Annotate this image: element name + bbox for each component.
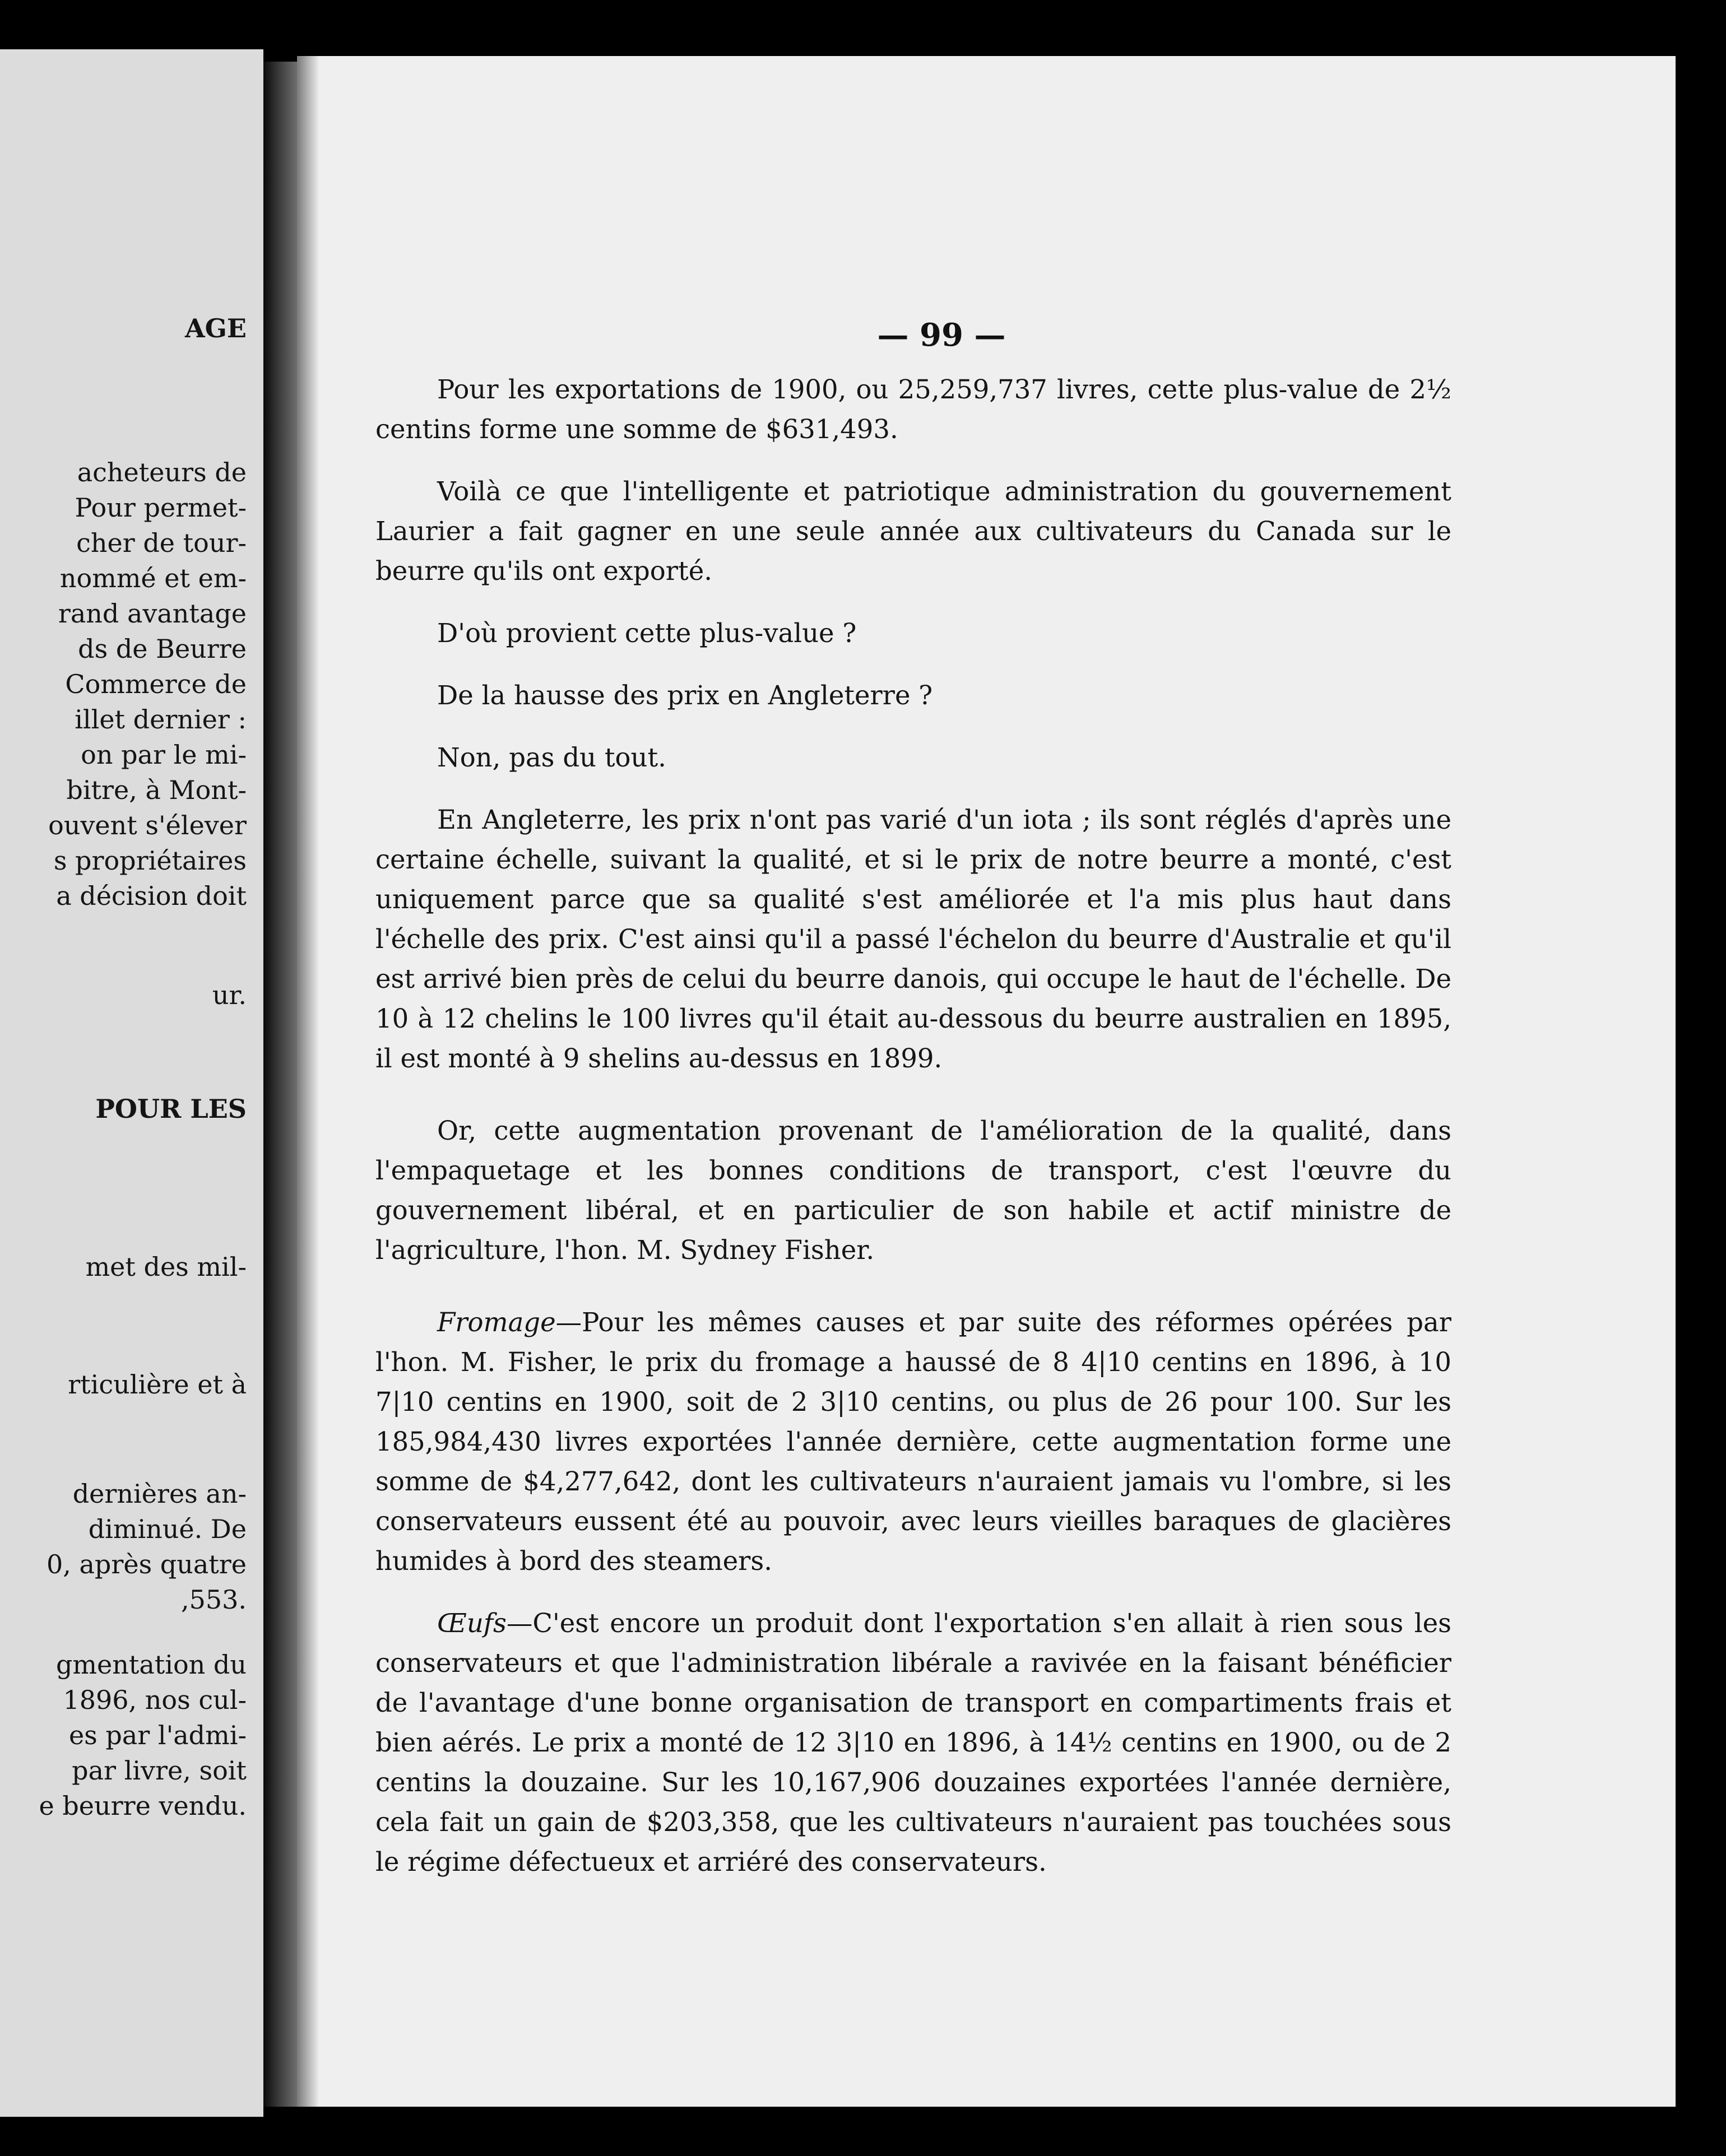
left-fragment: ,553.	[180, 1585, 247, 1615]
paragraph	[375, 1604, 1451, 1882]
left-fragment: ur.	[212, 980, 247, 1010]
left-fragment: acheteurs de	[77, 457, 247, 487]
paragraph: En Angleterre, les prix n'ont pas varié d'un iota ; ils sont réglés d'après une certaine échelle, suivant la qualité, et si le prix de notre beurre a monté, c'est uniquement parce que sa qualité s'est améliorée et l'a mis plus haut dans l'échelle des prix. C'est ainsi qu'il a passé l'échelon du beurre d'Australie et qu'il est arrivé bien près de celui du beurre danois, qui occupe le haut de l'échelle. De 10 à 12 chelins le 100 livres qu'il était au-dessous du beurre australien en 1895, il est monté à 9 shelins au-dessus en 1899.	[375, 805, 1451, 1074]
paragraph-title: Fromage	[437, 1307, 556, 1337]
page-number: — 99 —	[877, 317, 1006, 354]
paragraph: Or, cette augmentation provenant de l'amélioration de la qualité, dans l'empaquetage et les bonnes conditions de transport, c'est l'œuvre du gouvernement libéral, et en particulier de son habile et actif ministre de l'agriculture, l'hon. M. Sydney Fisher.	[375, 1116, 1451, 1265]
left-fragment: dernières an-	[72, 1479, 247, 1509]
left-fragment: a décision doit	[56, 881, 247, 911]
paragraph-body: —Pour les mêmes causes et par suite des réformes opérées par l'hon. M. Fisher, le prix du fromage a haussé de 8 4|10 centins en 1896, à 10 7|10 centins en 1900, soit de 2 3|10 centins, ou plus de 26 pour 100. Sur les 185,984,430 livres exportées l'année dernière, cette augmentation forme une somme de $4,277,642, dont les cultivateurs n'auraient jamais vu l'ombre, si les conservateurs eussent été au pouvoir, avec leurs vieilles baraques de glacières humides à bord des steamers.	[375, 1307, 1451, 1576]
left-fragment: gmentation du	[55, 1649, 247, 1680]
left-fragment: nommé et em-	[59, 563, 247, 593]
paragraph: Pour les exportations de 1900, ou 25,259,737 livres, cette plus-value de 2½ centins forme une somme de $631,493.	[375, 374, 1451, 444]
paragraph: De la hausse des prix en Angleterre ?	[437, 680, 933, 710]
left-fragment: 1896, nos cul-	[63, 1685, 247, 1715]
left-fragment: bitre, à Mont-	[66, 775, 247, 805]
left-fragment: ouvent s'élever	[48, 810, 247, 840]
left-fragment: Pour permet-	[75, 492, 247, 523]
left-fragment: diminué. De	[88, 1514, 247, 1544]
left-fragment: Commerce de	[65, 669, 247, 699]
paragraph: Voilà ce que l'intelligente et patriotique administration du gouvernement Laurier a fait gagner en une seule année aux cultivateurs du Canada sur le beurre qu'ils ont exporté.	[375, 476, 1451, 586]
left-fragment: s propriétaires	[53, 845, 247, 876]
left-fragment: AGE	[184, 313, 247, 343]
left-fragment: 0, après quatre	[46, 1549, 247, 1579]
paragraph	[375, 1303, 1451, 1581]
left-fragment: ds de Beurre	[78, 634, 247, 664]
paragraph-title: Œufs	[437, 1608, 507, 1638]
paragraph: D'où provient cette plus-value ?	[437, 618, 857, 648]
left-fragment: e beurre vendu.	[39, 1791, 247, 1821]
page-gutter-shadow	[297, 56, 319, 2107]
left-fragment: es par l'admi-	[68, 1720, 247, 1750]
body-text	[375, 370, 1451, 1882]
left-fragment: POUR LES	[95, 1094, 247, 1124]
right-page	[297, 56, 1676, 2107]
left-fragment: illet dernier :	[75, 704, 247, 735]
left-fragment: met des mil-	[85, 1252, 247, 1282]
paragraph-body: —C'est encore un produit dont l'exportation s'en allait à rien sous les conservateurs et que l'administration libérale a ravivée en la faisant bénéficier de l'avantage d'une bonne organisation de transport en compartiments frais et bien aérés. Le prix a monté de 12 3|10 en 1896, à 14½ centins en 1900, ou de 2 centins la douzaine. Sur les 10,167,906 douzaines exportées l'année dernière, cela fait un gain de $203,358, que les cultivateurs n'auraient pas touchées sous le régime défectueux et arriéré des conservateurs.	[375, 1608, 1451, 1877]
left-fragment: rand avantage	[58, 598, 247, 629]
book-spine	[263, 62, 297, 2107]
left-fragment: par livre, soit	[72, 1755, 247, 1786]
left-page	[0, 49, 263, 2117]
left-fragment: rticulière et à	[68, 1369, 247, 1400]
paragraph: Non, pas du tout.	[437, 742, 666, 773]
left-fragment: on par le mi-	[81, 740, 247, 770]
left-fragment: cher de tour-	[76, 528, 247, 558]
